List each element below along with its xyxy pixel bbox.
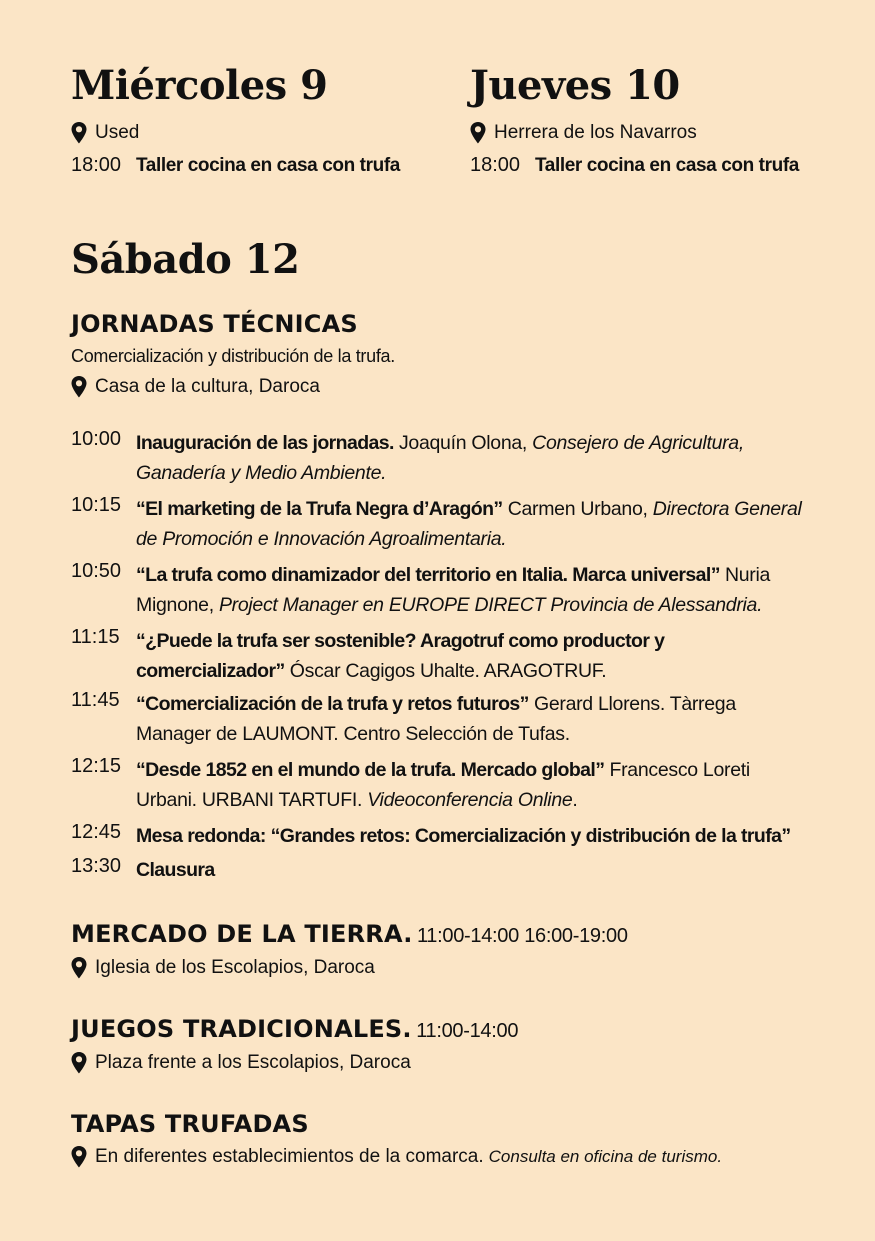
map-pin-icon <box>71 122 87 144</box>
location-row <box>71 957 375 979</box>
location-row <box>71 122 441 144</box>
event-time: 18:00 <box>71 154 122 176</box>
day-title-thursday: Jueves 10 <box>470 62 680 109</box>
day-title-wednesday: Miércoles 9 <box>71 62 328 109</box>
item-body <box>136 855 811 885</box>
item-title: Inauguración de las jornadas. <box>136 432 394 454</box>
mercado-heading-row <box>71 920 628 948</box>
item-text: Óscar Cagigos Uhalte. ARAGOTRUF. <box>284 660 607 682</box>
item-title: Clausura <box>136 859 215 881</box>
juegos-heading-row <box>71 1015 518 1043</box>
item-time: 11:15 <box>71 626 120 648</box>
item-italic: Directora General de Promoción e Innovación Agroalimentaria. <box>136 498 802 550</box>
item-body <box>136 428 811 488</box>
day-title-saturday: Sábado 12 <box>71 236 300 283</box>
event-row <box>71 154 441 180</box>
item-body <box>136 494 811 554</box>
program-item <box>71 755 811 815</box>
item-body <box>136 755 811 815</box>
program-item <box>71 626 811 686</box>
juegos-hours: 11:00-14:00 <box>416 1020 519 1042</box>
item-italic: Videoconferencia Online <box>367 789 573 811</box>
program-item <box>71 689 811 749</box>
tapas-note: Consulta en oficina de turismo. <box>488 1147 723 1166</box>
mercado-hours: 11:00-14:00 16:00-19:00 <box>416 925 628 947</box>
program-item <box>71 560 811 620</box>
item-tail: . <box>572 789 578 811</box>
location-text: Plaza frente a los Escolapios, Daroca <box>95 1052 411 1073</box>
item-title: “¿Puede la trufa ser sostenible? Aragotruf como productor y comercializador” <box>136 630 665 682</box>
item-time: 12:15 <box>71 755 122 777</box>
section-heading-mercado: MERCADO DE LA TIERRA. <box>71 920 413 948</box>
day-thursday <box>470 62 850 180</box>
event-title: Taller cocina en casa con trufa <box>535 155 799 176</box>
item-time: 11:45 <box>71 689 120 711</box>
event-row <box>470 154 850 180</box>
location-text: En diferentes establecimientos de la comarca. <box>95 1146 484 1167</box>
item-title: “Desde 1852 en el mundo de la trufa. Mercado global” <box>136 759 605 781</box>
program-item <box>71 428 811 488</box>
day-wednesday <box>71 62 441 180</box>
location-row <box>71 376 320 398</box>
map-pin-icon <box>71 1052 87 1074</box>
item-time: 10:50 <box>71 560 122 582</box>
section-heading-tapas: TAPAS TRUFADAS <box>71 1110 309 1138</box>
program-item <box>71 494 811 554</box>
item-text: Joaquín Olona, <box>393 432 533 454</box>
map-pin-icon <box>470 122 486 144</box>
item-italic: Consejero de Agricultura, Ganadería y Medio Ambiente. <box>136 432 744 484</box>
jornadas-subtitle: Comercialización y distribución de la trufa. <box>71 346 395 366</box>
item-time: 10:15 <box>71 494 122 516</box>
item-body <box>136 821 811 851</box>
item-text: Gerard Llorens. Tàrrega Manager de LAUMONT. Centro Selección de Tufas. <box>136 693 736 745</box>
section-heading-jornadas: JORNADAS TÉCNICAS <box>71 310 358 338</box>
item-title: “El marketing de la Trufa Negra d’Aragón” <box>136 498 503 520</box>
item-time: 12:45 <box>71 821 122 843</box>
item-title: Mesa redonda: “Grandes retos: Comercialización y distribución de la trufa” <box>136 825 791 847</box>
program-item <box>71 821 811 851</box>
item-title: “Comercialización de la trufa y retos futuros” <box>136 693 529 715</box>
item-text: Carmen Urbano, <box>502 498 653 520</box>
location-row <box>71 1052 411 1074</box>
section-heading-juegos: JUEGOS TRADICIONALES. <box>71 1015 412 1043</box>
map-pin-icon <box>71 376 87 398</box>
item-time: 10:00 <box>71 428 122 450</box>
location-text: Herrera de los Navarros <box>494 122 697 143</box>
program-item <box>71 855 811 885</box>
event-time: 18:00 <box>470 154 521 176</box>
map-pin-icon <box>71 1146 87 1168</box>
item-text: Francesco Loreti Urbani. URBANI TARTUFI. <box>136 759 750 811</box>
location-text: Used <box>95 122 140 143</box>
location-text: Iglesia de los Escolapios, Daroca <box>95 957 375 978</box>
location-text: Casa de la cultura, Daroca <box>95 376 320 397</box>
item-title: “La trufa como dinamizador del territorio en Italia. Marca universal” <box>136 564 720 586</box>
item-text: Nuria Mignone, <box>136 564 771 616</box>
event-title: Taller cocina en casa con trufa <box>136 155 400 176</box>
item-italic: Project Manager en EUROPE DIRECT Provincia de Alessandria. <box>218 594 763 616</box>
item-body <box>136 689 811 749</box>
location-row <box>71 1146 722 1168</box>
location-row <box>470 122 850 144</box>
item-body <box>136 560 811 620</box>
item-time: 13:30 <box>71 855 122 877</box>
item-body <box>136 626 811 686</box>
map-pin-icon <box>71 957 87 979</box>
